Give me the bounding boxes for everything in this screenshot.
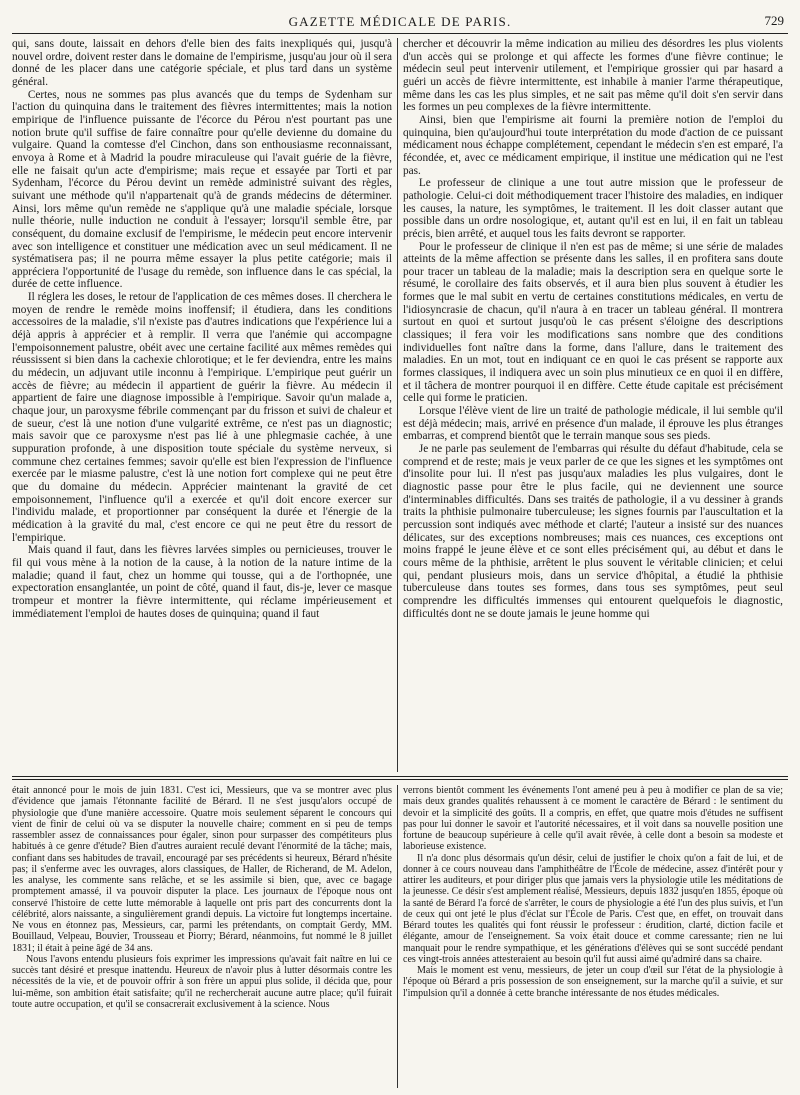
- paragraph: Il réglera les doses, le retour de l'application de ces mêmes doses. Il cherchera le moyen de rendre le remède moins inoffensif; il étudiera, dans les conditions accessoires de la maladie, s'il n'existe pas d'autres indications que l'expérience lui a déjà appris à apprécier et à remplir. Il verra que l'anémie qui accompagne l'empoisonnement palustre, obéit avec une certaine facilité aux mêmes remèdes qui réussissent si bien dans la cachexie chlorotique; et le fer deviendra, entre les mains du médecin, un adjuvant utile inconnu à l'empirique. L'empirique peut guérir un accès de fièvre; au médecin il appartient de guérir la fièvre. Au médecin il appartient de faire une diagnose impossible à l'empirique. Savoir qu'un malade a, chaque jour, un paroxysme fébrile commençant par du frisson et suivi de chaleur et de sueur, c'est là une notion d'une vulgarité extrême, ce n'est pas un diagnostic; mais savoir que ce paroxysme n'est pas lié à une phlegmasie cachée, à une suppuration profonde, à une disposition toute spéciale du système nerveux, si commune chez certaines femmes; savoir qu'elle est bien l'expression de l'influence exercée par le miasme palustre, c'est là une notion fort complexe qui ne peut être que du domaine du médecin. Apprécier maintenant la gravité de cet empoisonnement, l'influence qu'il a exercée et qu'il doit encore exercer sur l'individu malade, et proportionner par conséquent la durée et l'énergie de la médication à la gravité du mal, c'est encore ce qui ne peut être du ressort de l'empirique.: [12, 291, 392, 544]
- paragraph: Lorsque l'élève vient de lire un traité de pathologie médicale, il lui semble qu'il est déjà médecin; mais, arrivé en présence d'un malade, il éprouve les plus étranges embarras, et comprend bientôt que le terrain manque sous ses pieds.: [403, 405, 783, 443]
- page-header: [12, 10, 788, 34]
- paragraph: Nous l'avons entendu plusieurs fois exprimer les impressions qu'avait fait naître en lui ce succès tant désiré et presque inattendu. Heureux de n'avoir plus à lutter désormais contre les nécessités de la vie, et de pouvoir offrir à son frère un appui plus solide, il décida que, pour lui-même, son ambition était satisfaite; qu'il ne rechercherait aucune autre place; qu'il fuirait toute autre occupation, et qu'il se consacrerait exclusivement à la science. Nous: [12, 953, 392, 1010]
- column-divider: [397, 38, 398, 772]
- paragraph: qui, sans doute, laissait en dehors d'elle bien des faits inexpliqués qui, jusqu'à nouvel ordre, doivent rester dans le domaine de l'empirisme, jusqu'au jour où il sera donné de les placer dans une catégorie spéciale, et plus tard dans un système général.: [12, 38, 392, 88]
- paragraph: Je ne parle pas seulement de l'embarras qui résulte du défaut d'habitude, cela se comprend et de reste; mais je veux parler de ce que les signes et les symptômes ont d'insolite pour lui. Il n'est pas jusqu'aux maladies les plus vulgaires, dont le diagnostic passe pour être le plus facile, qui ne deviennent une source d'interminables difficultés. Dans ses traités de pathologie, il a vu dessiner à grands traits la phthisie pulmonaire tuberculeuse; les signes fournis par l'auscultation et la percussion sont indiqués avec méthode et clarté; l'auteur a insisté sur des nuances délicates, sur des exceptions nombreuses; mais ces nuances, ces exceptions ont moins frappé le jeune élève et ce sont elles précisément qui, au début et dans le cours même de la phthisie, arrêtent le plus souvent le véritable clinicien; et celui qui, pendant plusieurs mois, dans un service d'hôpital, a étudié la phthisie tuberculeuse dans toutes ses formes, dans tous ses symptômes, peut seul comprendre les difficultés immenses qui entourent quelquefois le diagnostic, difficultés dont ne se doute jamais le jeune homme qui: [403, 443, 783, 620]
- paragraph: Le professeur de clinique a une tout autre mission que le professeur de pathologie. Celui-ci doit méthodiquement tracer l'histoire des maladies, en indiquer les causes, la nature, les symptômes, le traitement. Il les doit classer autant que possible dans un ordre nosologique, et, autant qu'il est en lui, il en fait un tableau précis, bien arrêté, et auquel tous les faits devront se rapporter.: [403, 177, 783, 240]
- paragraph: était annoncé pour le mois de juin 1831. C'est ici, Messieurs, que va se montrer avec plus d'évidence que jamais l'étonnante facilité de Bérard. Il ne s'est jusqu'alors occupé de physiologie que d'une manière accessoire. Quatre mois seulement séparent le concours qui vient de finir de celui où va se disputer la nouvelle chaire; comment en si peu de temps rassembler assez de connaissances pour égaler, sinon pour surpasser des compétiteurs plus habitués à ce genre d'étude? Bien d'autres auraient reculé devant l'énormité de la tâche; mais, confiant dans ses habitudes de travail, encouragé par ses précédents si heureux, Bérard n'hésite pas; il s'enferme avec les ouvrages, alors classiques, de Haller, de Richerand, de M. Adelon, les analyse, les commente sans relâche, et se les assimile si bien, que, avec ce bagage promptement amassé, il va pouvoir disputer la place. Les journaux de l'époque nous ont conservé l'histoire de cette lutte mémorable à laquelle ont pris part des concurrents dont la célébrité, alors naissante, a singulièrement grandi depuis. La victoire fut longtemps incertaine. Ne vous en étonnez pas, Messieurs, car, parmi les prétendants, on comptait Gerdy, MM. Bouillaud, Velpeau, Bouvier, Trousseau et Piorry; Bérard, néanmoins, fut nommé le 8 juillet 1831; il était à peine âgé de 34 ans.: [12, 785, 392, 954]
- paragraph: Mais le moment est venu, messieurs, de jeter un coup d'œil sur l'état de la physiologie à l'époque où Bérard a pris possession de son enseignement, sur la marche qu'il a suivie, et sur l'impulsion qu'il a donnée à cette branche intéressante de nos études médicales.: [403, 965, 783, 999]
- page-number: 729: [764, 13, 784, 28]
- section-separator: [12, 776, 788, 780]
- paragraph: chercher et découvrir la même indication au milieu des désordres les plus violents d'un accès qui se prolonge et qui affecte les formes d'une fièvre continue; le médecin seul peut intervenir utilement, et l'empirique grossier qui par hasard a guéri un accès de fièvre intermittente, est inhabile à manier l'arme thérapeutique, même dans les cas les plus simples, et ne sait pas même qu'il doit s'en servir dans les formes un peu complexes de la fièvre intermittente.: [403, 38, 783, 114]
- feuilleton-section: [12, 785, 788, 1088]
- top-left-column: [12, 38, 392, 772]
- bottom-right-column: [403, 785, 783, 1088]
- top-section: [12, 38, 788, 772]
- paragraph: Pour le professeur de clinique il n'en est pas de même; si une série de malades atteints de la même affection se présente dans les salles, il en profitera sans doute pour tracer un tableau de la maladie; mais la description sera en quelque sorte le résumé, le corollaire des faits observés, et il aura bien plus souvent à étudier les formes que le mal subit en vertu de certaines constitutions médicales, en vertu de l'idiosyncrasie de chacun, qu'il n'aura à en tracer un tableau général. Il montrera surtout en quoi et surtout jusqu'où le cas présent s'éloigne des descriptions classiques; il fera voir les modifications sans nombre que des conditions individuelles font naître dans la forme, dans l'allure, dans le traitement des maladies. En un mot, tout en indiquant ce en quoi le cas présent se rapporte aux formes classiques, il indiquera avec un soin plus minutieux ce en quoi il en diffère, et il tâchera de montrer pourquoi il en diffère. Cette étude capitale est précisément celle qui forme le praticien.: [403, 240, 783, 405]
- paragraph: verrons bientôt comment les événements l'ont amené peu à peu à modifier ce plan de sa vie; mais deux grandes qualités rehaussent à ce moment le caractère de Bérard : le sentiment du devoir et la simplicité des goûts. Il a compris, en effet, que quatre mois d'études ne suffisent pas pour lui donner le savoir et l'autorité nécessaires, et il voit dans sa nouvelle position une fortune de beaucoup supérieure à celle qu'il avait rêvée, à celle dont a besoin sa modeste et laborieuse existence.: [403, 785, 783, 853]
- newspaper-page: [12, 10, 788, 1088]
- paragraph: Certes, nous ne sommes pas plus avancés que du temps de Sydenham sur l'action du quinquina dans le traitement des fièvres intermittentes; mais la notion empirique de l'influence puissante de l'écorce du Pérou n'est pourtant pas une notion brute qu'il suffise de faire connaître pour qu'elle devienne du domaine du vulgaire. Quand la comtesse d'el Cinchon, dans son enthousiasme reconnaissant, envoya à Rome et à Madrid la poudre miraculeuse qui l'avait guérie de la fièvre, elle ne faisait qu'un acte d'empirisme; mais reçue et essayée par Torti et par Sydenham, l'écorce du Pérou devint un remède administré suivant des règles, suivant une méthode qu'il n'appartenait qu'à de grands médecins de déterminer. Ainsi, lors même qu'un remède ne s'applique qu'à une maladie spéciale, lorsque nulle théorie, nulle induction ne conduit à l'essayer; lorsqu'il semble être, par conséquent, du domaine exclusif de l'empirisme, le médecin peut encore intervenir avec son intelligence et constituer une médication avec un seul médicament. Il ne systématisera pas; il ne pourra même essayer la plus petite catégorie; mais il appréciera l'opportunité de l'usage du remède, son influence dans le cas spécial, la durée de cette influence.: [12, 88, 392, 291]
- column-divider: [397, 785, 398, 1088]
- bottom-left-column: [12, 785, 392, 1088]
- paragraph: Il n'a donc plus désormais qu'un désir, celui de justifier le choix qu'on a fait de lui, et de donner à ce cours nouveau dans l'amphithéâtre de l'École de médecine, assez d'intérêt pour y attirer les auditeurs, et pour diriger plus que jamais vers la physiologie utile les méditations de la jeunesse. Ce désir s'est amplement réalisé, Messieurs, depuis 1832 jusqu'en 1855, époque où la santé de Bérard l'a forcé de s'arrêter, le cours de physiologie a été l'un des plus suivis, et l'un de ceux qui ont jeté le plus d'éclat sur l'École de Paris. C'est que, en effet, on trouvait dans Bérard toutes les qualités qui font réussir le professeur : érudition, clarté, diction facile et élégante, amour de l'enseignement. Sa voix était douce et comme caressante; rien ne lui manquait pour le rendre sympathique, et les générations d'élèves qui se sont succédé pendant ces vingt-trois années attesteraient au besoin qu'il fut aussi aimé qu'admiré dans sa chaire.: [403, 852, 783, 965]
- paragraph: Mais quand il faut, dans les fièvres larvées simples ou pernicieuses, trouver le fil qui vous mène à la notion de la cause, à la notion de la nature intime de la maladie; quand il faut, chez un homme qui tousse, qui a de l'orthopnée, une expectoration ensanglantée, un point de côté, quand il faut, dis-je, lever ce masque trompeur et montrer la fièvre intermittente, qui réclame impérieusement et immédiatement l'emploi de hautes doses de quinquina; quand il faut: [12, 544, 392, 620]
- paragraph: Ainsi, bien que l'empirisme ait fourni la première notion de l'emploi du quinquina, bien qu'aujourd'hui toute interprétation du mode d'action de ce puissant médicament nous échappe complétement, cependant le médecin s'en est emparé, l'a fécondée, et, avec ce médicament empirique, il institue une médication qui ne l'est pas.: [403, 113, 783, 177]
- journal-title: GAZETTE MÉDICALE DE PARIS.: [288, 14, 512, 29]
- top-right-column: [403, 38, 783, 772]
